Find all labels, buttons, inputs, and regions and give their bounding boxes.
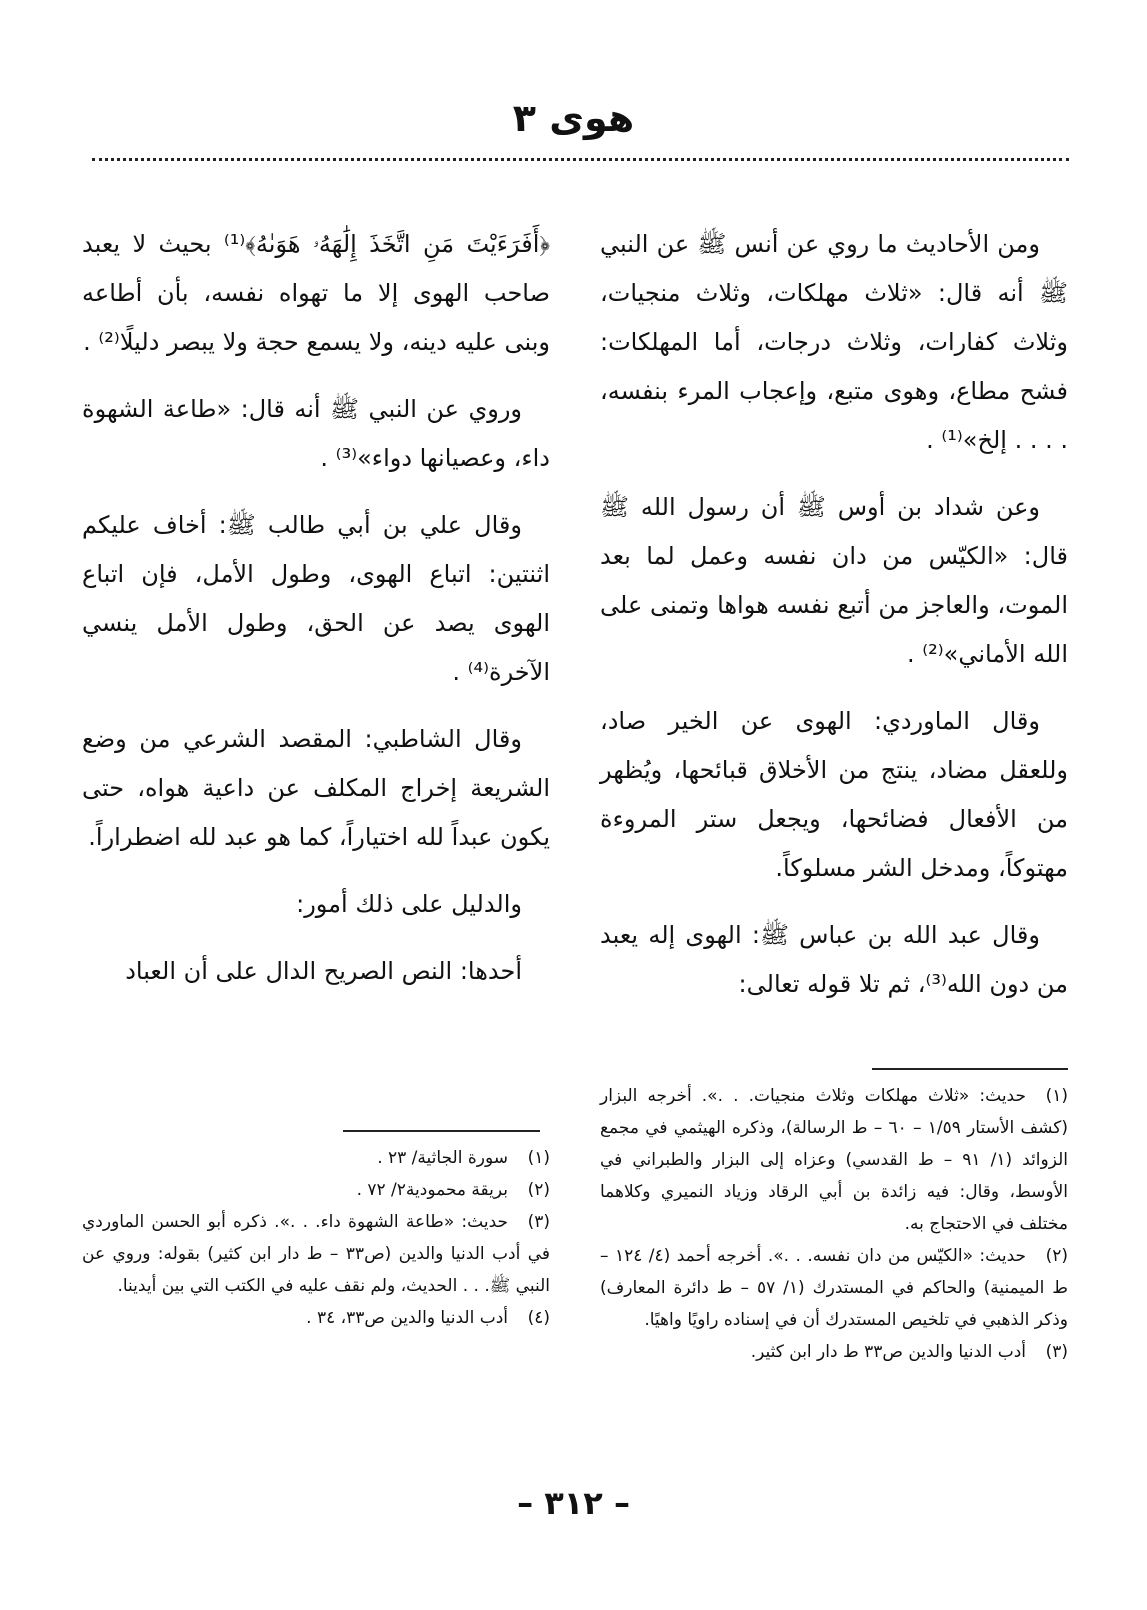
paragraph: ﴿أَفَرَءَيْتَ مَنِ اتَّخَذَ إِلَٰهَهُۥ هَوَىٰهُ﴾⁽¹⁾ بحيث لا يعبد صاحب الهوى إلا ما تهواه نفسه، بأن أطاعه وبنى عليه دينه، ولا يسمع حجة ولا يبصر دليلًا⁽²⁾ . bbox=[82, 230, 550, 356]
footnote-number: (٢) bbox=[527, 1180, 550, 1200]
left-column bbox=[82, 220, 550, 1014]
paragraph: والدليل على ذلك أمور: bbox=[296, 890, 522, 918]
page-number: – ٣١٢ – bbox=[517, 1484, 630, 1522]
footnote-text: حديث: «الكيّس من دان نفسه. . .». أخرجه أحمد (٤/ ١٢٤ – ط الميمنية) والحاكم في المستدرك (١/ ٥٧ – ط دائرة المعارف) وذكر الذهبي في تلخيص المستدرك أن في إسناده راويًا واهيًا. bbox=[600, 1246, 1068, 1330]
paragraph: وعن شداد بن أوس ﷺ أن رسول الله ﷺ قال: «الكيّس من دان نفسه وعمل لما بعد الموت، والعاجز من أتبع نفسه هواها وتمنى على الله الأماني»⁽²⁾ . bbox=[600, 493, 1068, 668]
footnote-text: أدب الدنيا والدين ص٣٣، ٣٤ . bbox=[306, 1308, 508, 1328]
footnote-item bbox=[82, 1302, 550, 1334]
page-title: هوى ٣ bbox=[512, 96, 635, 140]
footnote-text: أدب الدنيا والدين ص٣٣ ط دار ابن كثير. bbox=[750, 1342, 1026, 1362]
footnote-number: (١) bbox=[527, 1148, 550, 1168]
footnotes-right bbox=[600, 1080, 1068, 1368]
footnote-number: (١) bbox=[1045, 1086, 1068, 1106]
footnote-number: (٢) bbox=[1045, 1246, 1069, 1266]
paragraph: وقال عبد الله بن عباس ﷺ: الهوى إله يعبد من دون الله⁽³⁾، ثم تلا قوله تعالى: bbox=[600, 921, 1068, 998]
paragraph: وقال الشاطبي: المقصد الشرعي من وضع الشريعة إخراج المكلف عن داعية هواه، حتى يكون عبداً لله اختياراً، كما هو عبد لله اضطراراً. bbox=[82, 725, 550, 851]
footnote-number: (٤) bbox=[527, 1308, 550, 1328]
footnote-item bbox=[600, 1336, 1068, 1368]
footnote-text: حديث: «طاعة الشهوة داء. . .». ذكره أبو الحسن الماوردي في أدب الدنيا والدين (ص٣٣ – ط دار ابن كثير) بقوله: وروي عن النبي ﷺ. . . الحديث، ولم نقف عليه في الكتب التي بين أيدينا. bbox=[82, 1212, 550, 1296]
footnote-item bbox=[82, 1206, 550, 1302]
footnote-text: سورة الجاثية/ ٢٣ . bbox=[377, 1148, 508, 1168]
footnote-separator bbox=[343, 1130, 540, 1132]
paragraph: وقال علي بن أبي طالب ﷺ: أخاف عليكم اثنتين: اتباع الهوى، وطول الأمل، فإن اتباع الهوى يصد عن الحق، وطول الأمل ينسي الآخرة⁽⁴⁾ . bbox=[82, 511, 550, 686]
right-column bbox=[600, 220, 1068, 1027]
footnote-item bbox=[600, 1080, 1068, 1240]
footnote-item bbox=[82, 1142, 550, 1174]
paragraph: ومن الأحاديث ما روي عن أنس ﷺ عن النبي ﷺ أنه قال: «ثلاث مهلكات، وثلاث منجيات، وثلاث كفارات، وثلاث درجات، أما المهلكات: فشح مطاع، وهوى متبع، وإعجاب المرء بنفسه، . . . . إلخ»⁽¹⁾ . bbox=[600, 230, 1068, 454]
paragraph: وروي عن النبي ﷺ أنه قال: «طاعة الشهوة داء، وعصيانها دواء»⁽³⁾ . bbox=[82, 395, 550, 472]
footnote-separator bbox=[872, 1068, 1068, 1070]
footnote-item bbox=[600, 1240, 1068, 1336]
dotted-divider bbox=[92, 158, 1069, 161]
footnote-number: (٣) bbox=[527, 1212, 550, 1232]
footnotes-left bbox=[82, 1142, 550, 1334]
footnote-text: حديث: «ثلاث مهلكات وثلاث منجيات. . .». أخرجه البزار (كشف الأستار ١/٥٩ – ٦٠ – ط الرسالة)، وذكره الهيثمي في مجمع الزوائد (١/ ٩١ – ط القدسي) وعزاه إلى البزار والطبراني في الأوسط، وقال: فيه زائدة بن أبي الرقاد وزياد النميري وكلاهما مختلف في الاحتجاج به. bbox=[600, 1086, 1069, 1234]
paragraph: وقال الماوردي: الهوى عن الخير صاد، وللعقل مضاد، ينتج من الأخلاق قبائحها، ويُظهر من الأفعال فضائحها، ويجعل ستر المروءة مهتوكاً، ومدخل الشر مسلوكاً. bbox=[600, 707, 1068, 882]
footnote-text: بريقة محمودية٢/ ٧٢ . bbox=[356, 1180, 508, 1200]
footnote-item bbox=[82, 1174, 550, 1206]
paragraph: أحدها: النص الصريح الدال على أن العباد bbox=[125, 957, 522, 985]
footnote-number: (٣) bbox=[1045, 1342, 1068, 1362]
